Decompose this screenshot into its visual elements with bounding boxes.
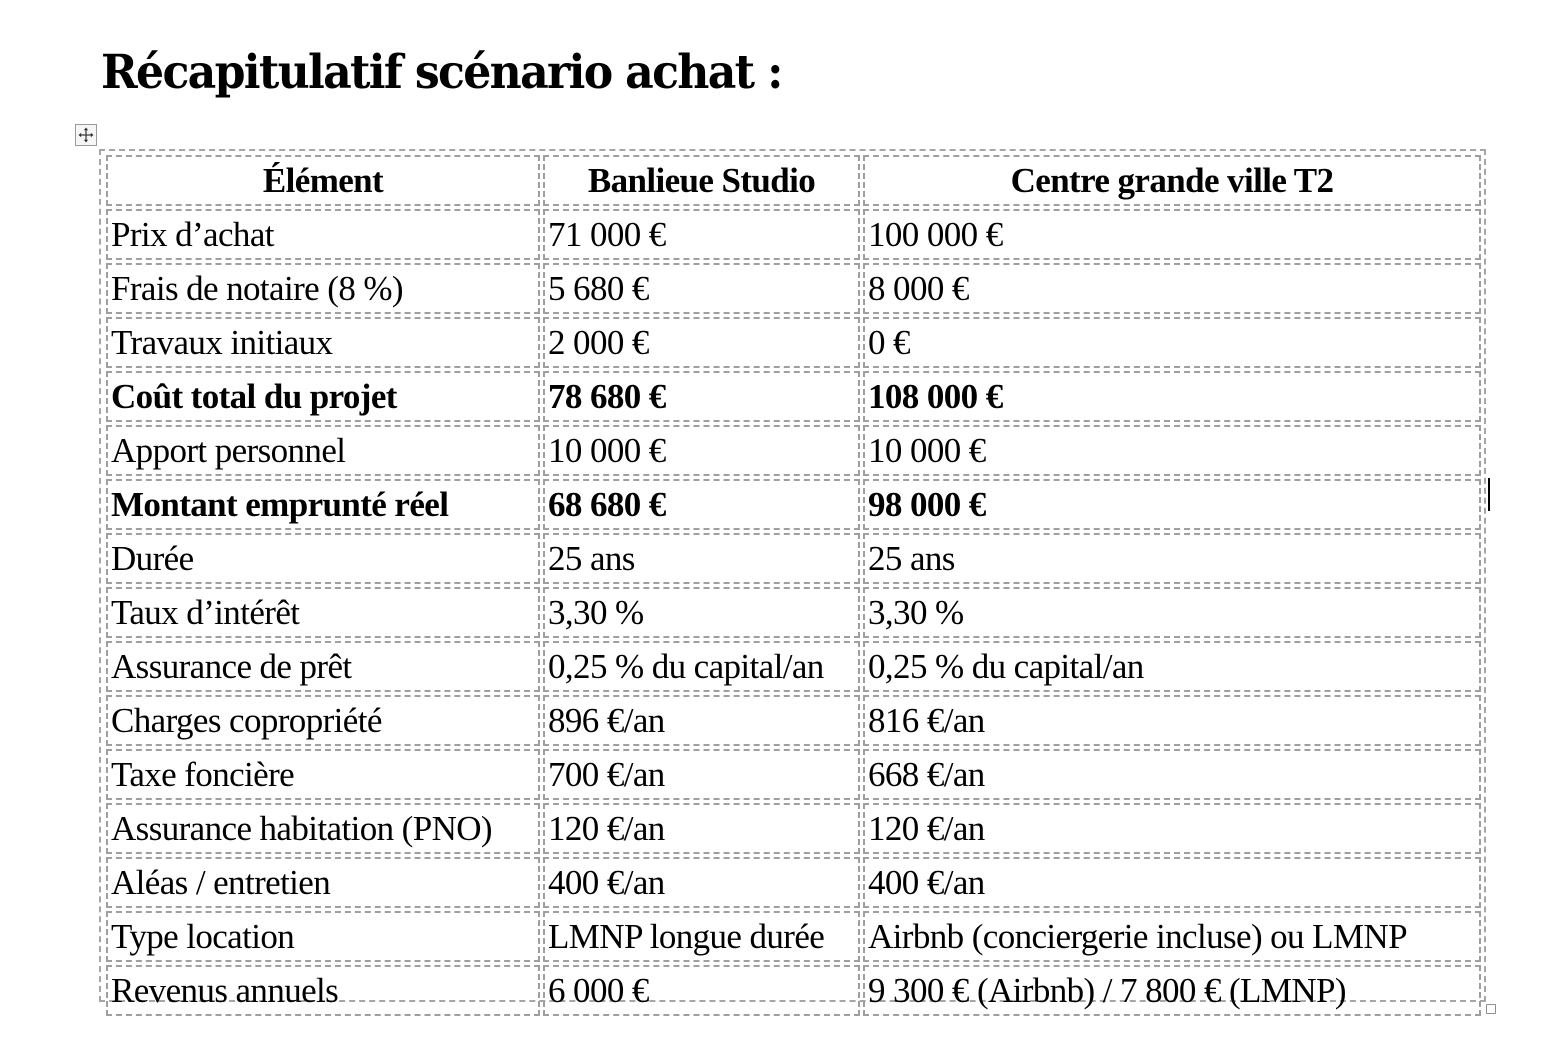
- table-row: [106, 749, 1481, 800]
- cell-banlieue-studio[interactable]: 896 €/an: [543, 695, 860, 746]
- table-row: [106, 479, 1481, 530]
- table-row: [106, 587, 1481, 638]
- table-resize-handle[interactable]: [1486, 1004, 1496, 1014]
- cell-banlieue-studio[interactable]: 25 ans: [543, 533, 860, 584]
- table-row: [106, 857, 1481, 908]
- cell-centre-grande-ville-t2[interactable]: 400 €/an: [863, 857, 1481, 908]
- table-row: [106, 803, 1481, 854]
- cell-banlieue-studio[interactable]: 400 €/an: [543, 857, 860, 908]
- cell-banlieue-studio[interactable]: 120 €/an: [543, 803, 860, 854]
- cell-centre-grande-ville-t2[interactable]: 9 300 € (Airbnb) / 7 800 € (LMNP): [863, 965, 1481, 1016]
- cell-element[interactable]: Taux d’intérêt: [106, 587, 540, 638]
- cell-banlieue-studio[interactable]: 5 680 €: [543, 263, 860, 314]
- table-row: [106, 965, 1481, 1016]
- text-cursor: [1488, 478, 1490, 511]
- cell-banlieue-studio[interactable]: 6 000 €: [543, 965, 860, 1016]
- cell-banlieue-studio[interactable]: 0,25 % du capital/an: [543, 641, 860, 692]
- cell-centre-grande-ville-t2[interactable]: 668 €/an: [863, 749, 1481, 800]
- table-move-handle[interactable]: [75, 124, 97, 146]
- header-banlieue-studio[interactable]: Banlieue Studio: [543, 155, 860, 206]
- cell-element[interactable]: Travaux initiaux: [106, 317, 540, 368]
- cell-element[interactable]: Taxe foncière: [106, 749, 540, 800]
- cell-element[interactable]: Assurance de prêt: [106, 641, 540, 692]
- table-row: [106, 641, 1481, 692]
- cell-centre-grande-ville-t2[interactable]: 0,25 % du capital/an: [863, 641, 1481, 692]
- cell-centre-grande-ville-t2[interactable]: 98 000 €: [863, 479, 1481, 530]
- cell-element[interactable]: Revenus annuels: [106, 965, 540, 1016]
- table-row: [106, 533, 1481, 584]
- move-arrows-icon: [78, 127, 94, 143]
- cell-centre-grande-ville-t2[interactable]: 120 €/an: [863, 803, 1481, 854]
- table-row: [106, 209, 1481, 260]
- header-centre-grande-ville-t2[interactable]: Centre grande ville T2: [863, 155, 1481, 206]
- cell-centre-grande-ville-t2[interactable]: Airbnb (conciergerie incluse) ou LMNP: [863, 911, 1481, 962]
- cell-banlieue-studio[interactable]: 3,30 %: [543, 587, 860, 638]
- cell-element[interactable]: Coût total du projet: [106, 371, 540, 422]
- summary-table-container: [99, 149, 1486, 1010]
- cell-element[interactable]: Aléas / entretien: [106, 857, 540, 908]
- cell-element[interactable]: Durée: [106, 533, 540, 584]
- summary-table: [103, 152, 1484, 1019]
- cell-centre-grande-ville-t2[interactable]: 10 000 €: [863, 425, 1481, 476]
- cell-centre-grande-ville-t2[interactable]: 816 €/an: [863, 695, 1481, 746]
- header-element[interactable]: Élément: [106, 155, 540, 206]
- table-header-row: [106, 155, 1481, 206]
- cell-element[interactable]: Assurance habitation (PNO): [106, 803, 540, 854]
- cell-banlieue-studio[interactable]: 10 000 €: [543, 425, 860, 476]
- cell-element[interactable]: Charges copropriété: [106, 695, 540, 746]
- cell-banlieue-studio[interactable]: 68 680 €: [543, 479, 860, 530]
- cell-centre-grande-ville-t2[interactable]: 100 000 €: [863, 209, 1481, 260]
- cell-element[interactable]: Montant emprunté réel: [106, 479, 540, 530]
- table-row: [106, 911, 1481, 962]
- cell-centre-grande-ville-t2[interactable]: 3,30 %: [863, 587, 1481, 638]
- table-row: [106, 317, 1481, 368]
- cell-banlieue-studio[interactable]: 78 680 €: [543, 371, 860, 422]
- cell-centre-grande-ville-t2[interactable]: 8 000 €: [863, 263, 1481, 314]
- cell-element[interactable]: Frais de notaire (8 %): [106, 263, 540, 314]
- table-row: [106, 695, 1481, 746]
- cell-banlieue-studio[interactable]: LMNP longue durée: [543, 911, 860, 962]
- cell-banlieue-studio[interactable]: 2 000 €: [543, 317, 860, 368]
- cell-centre-grande-ville-t2[interactable]: 25 ans: [863, 533, 1481, 584]
- table-row: [106, 371, 1481, 422]
- cell-element[interactable]: Apport personnel: [106, 425, 540, 476]
- cell-centre-grande-ville-t2[interactable]: 108 000 €: [863, 371, 1481, 422]
- cell-element[interactable]: Type location: [106, 911, 540, 962]
- cell-banlieue-studio[interactable]: 700 €/an: [543, 749, 860, 800]
- cell-banlieue-studio[interactable]: 71 000 €: [543, 209, 860, 260]
- table-row: [106, 425, 1481, 476]
- cell-centre-grande-ville-t2[interactable]: 0 €: [863, 317, 1481, 368]
- table-row: [106, 263, 1481, 314]
- cell-element[interactable]: Prix d’achat: [106, 209, 540, 260]
- page-title: Récapitulatif scénario achat :: [101, 45, 782, 100]
